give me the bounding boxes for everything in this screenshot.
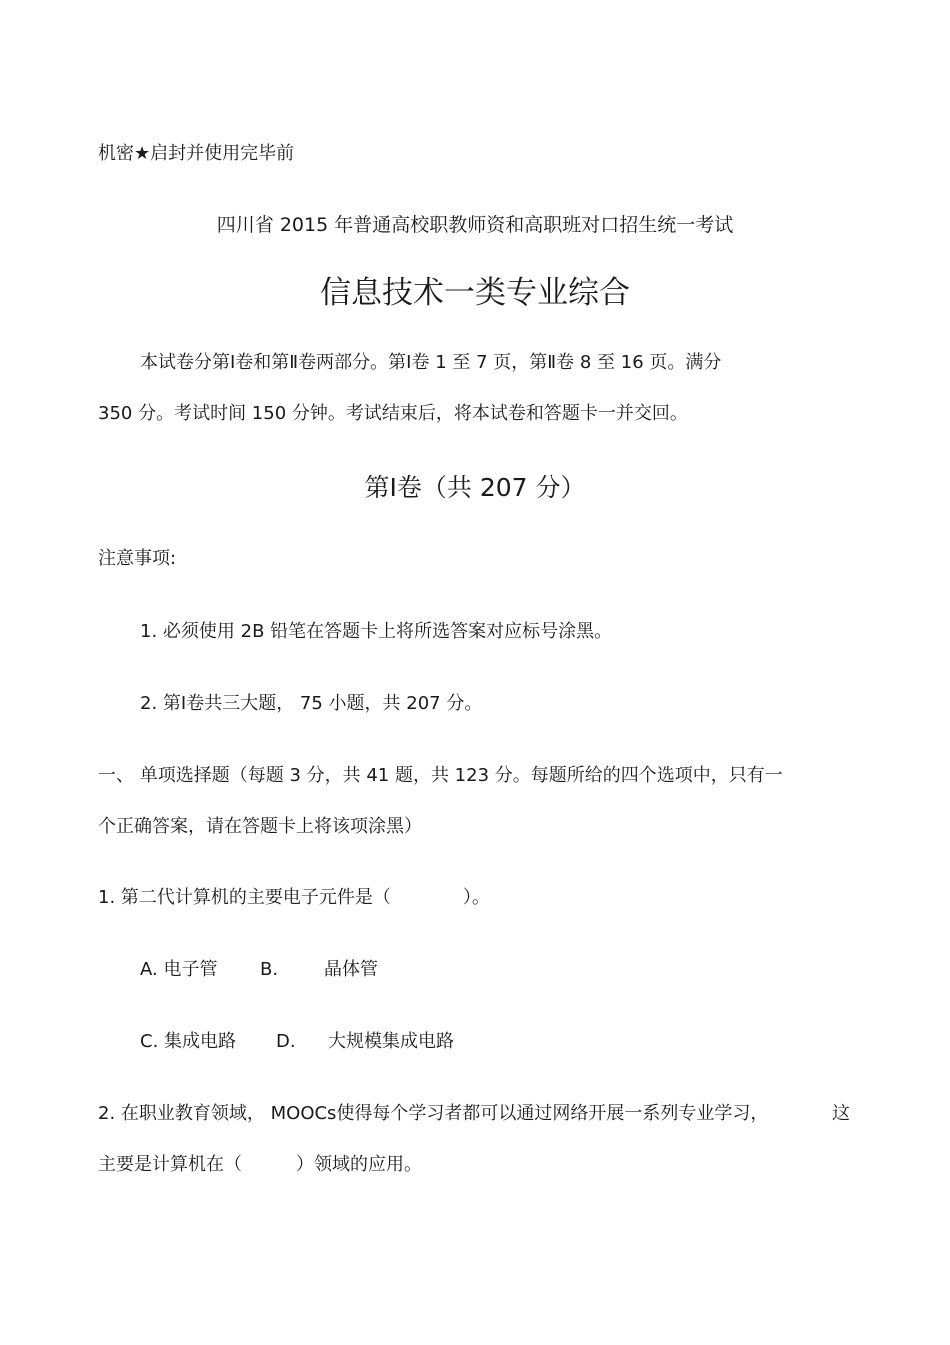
question-1-stem: 1. 第二代计算机的主要电子元件是（ ）。 bbox=[98, 887, 490, 908]
question-2-stem-text: 2. 在职业教育领域， MOOCs使得每个学习者都可以通过网络开展一系列专业学习， bbox=[98, 1103, 769, 1124]
subject-title: 信息技术一类专业综合 bbox=[320, 275, 630, 311]
part1-title: 第Ⅰ卷（共 207 分） bbox=[364, 473, 586, 502]
option-b-text: 晶体管 bbox=[324, 959, 378, 980]
question-2-stem-line-1 bbox=[98, 1102, 850, 1126]
section1-heading-line-1: 一、 单项选择题（每题 3 分，共 41 题，共 123 分。每题所给的四个选项中，只有一 bbox=[98, 765, 783, 786]
question-2-stem-end: 这 bbox=[832, 1103, 850, 1124]
option-d-text: 大规模集成电路 bbox=[328, 1031, 454, 1052]
notes-heading: 注意事项: bbox=[98, 548, 177, 569]
note-item-1: 1. 必须使用 2B 铅笔在答题卡上将所选答案对应标号涂黑。 bbox=[140, 621, 613, 642]
confidential-note: 机密★启封并使用完毕前 bbox=[98, 143, 295, 164]
option-d-letter: D. bbox=[276, 1031, 296, 1052]
note-item-2: 2. 第Ⅰ卷共三大题， 75 小题，共 207 分。 bbox=[140, 693, 483, 714]
section1-heading-line-2: 个正确答案，请在答题卡上将该项涂黑） bbox=[98, 816, 422, 837]
exam-name: 四川省 2015 年普通高校职教师资和高职班对口招生统一考试 bbox=[216, 214, 734, 236]
intro-line-1: 本试卷分第Ⅰ卷和第Ⅱ卷两部分。第Ⅰ卷 1 至 7 页，第Ⅱ卷 8 至 16 页。满分 bbox=[140, 352, 722, 373]
option-b-letter: B. bbox=[260, 959, 279, 980]
intro-line-2: 350 分。考试时间 150 分钟。考试结束后，将本试卷和答题卡一并交回。 bbox=[98, 403, 688, 424]
question-2-stem-line-2: 主要是计算机在（ ）领域的应用。 bbox=[98, 1154, 422, 1175]
option-c: C. 集成电路 bbox=[140, 1031, 237, 1052]
option-a: A. 电子管 bbox=[140, 959, 218, 980]
